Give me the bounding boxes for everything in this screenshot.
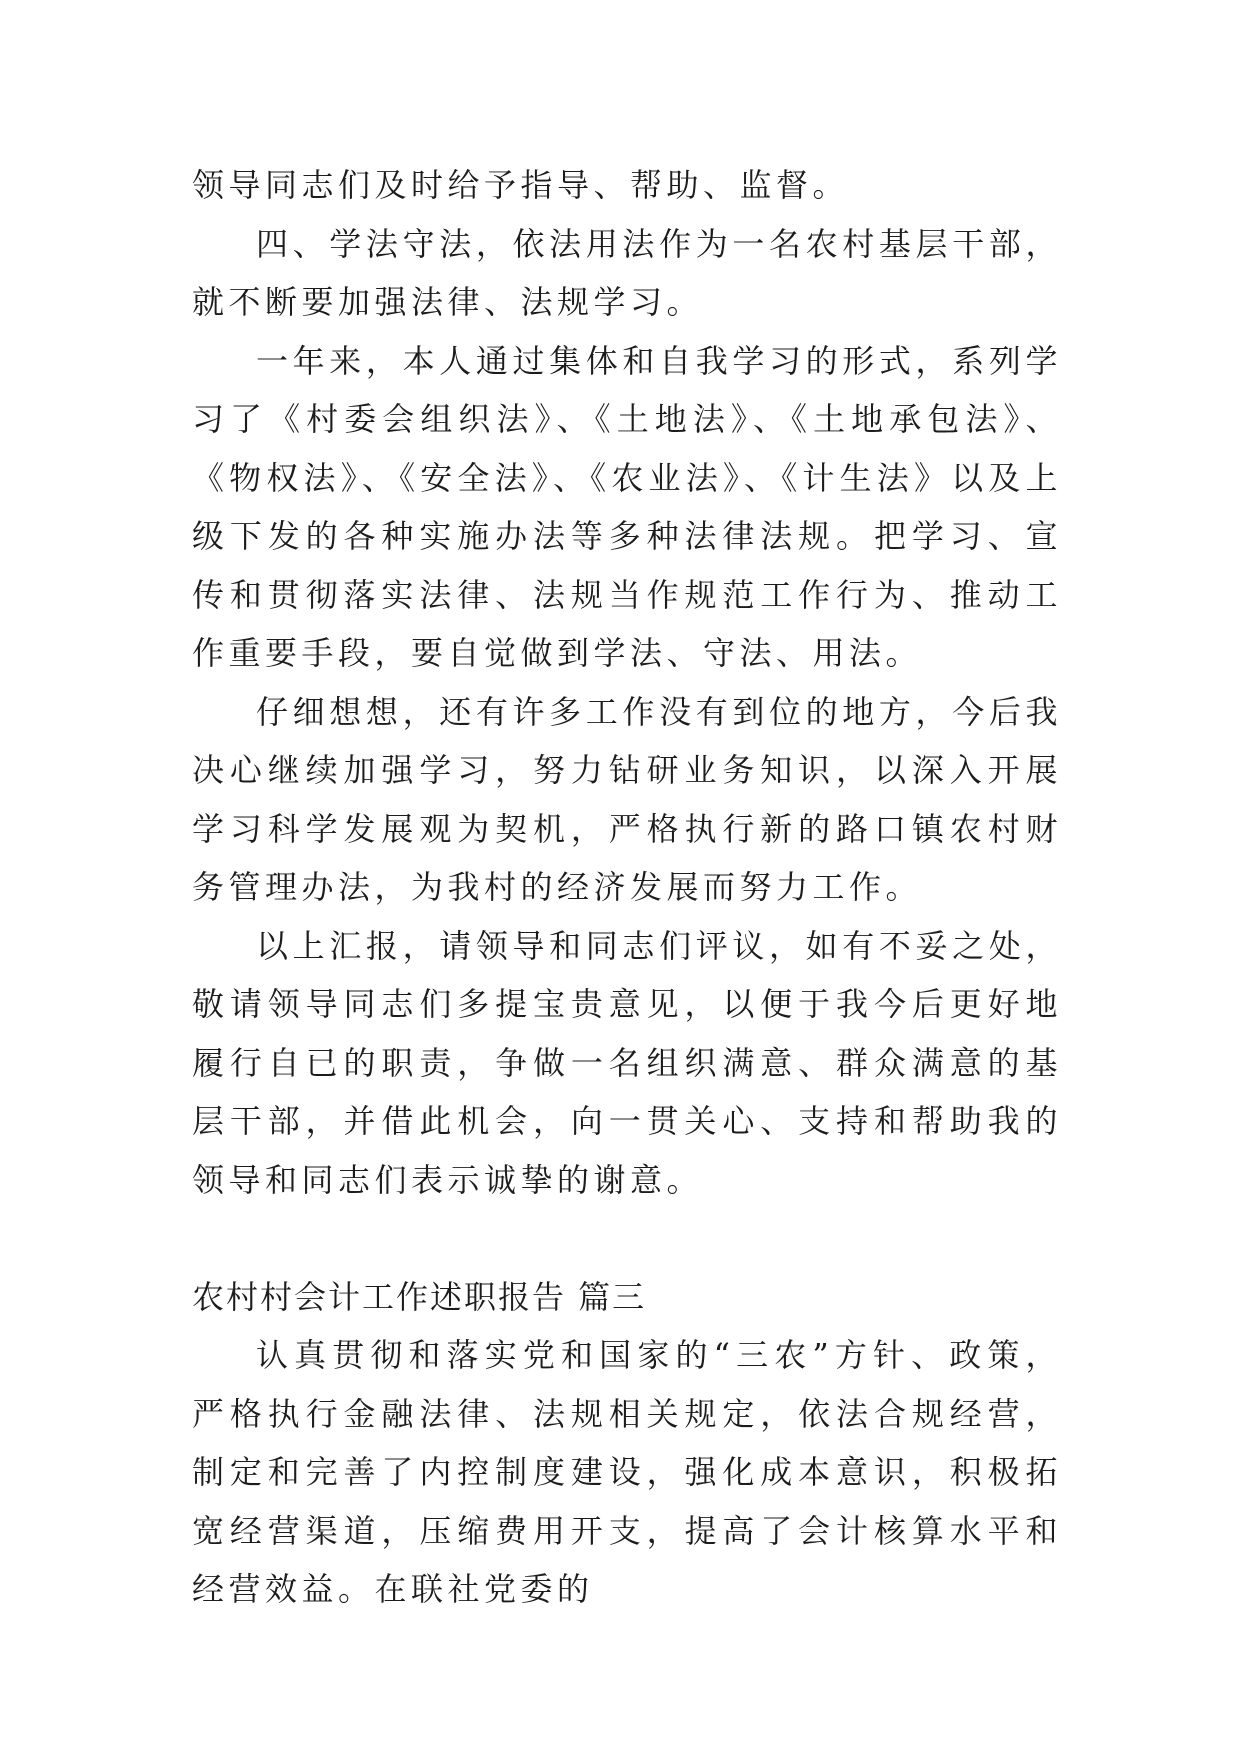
document-body [192,156,1062,1619]
blank-line [192,1209,1062,1268]
paragraph-4: 仔细想想，还有许多工作没有到位的地方，今后我决心继续加强学习，努力钻研业务知识，以深入开展学习科学发展观为契机，严格执行新的路口镇农村财务管理办法，为我村的经济发展而努力工作。 [192,692,1062,906]
paragraph-5: 以上汇报，请领导和同志们评议，如有不妥之处，敬请领导同志们多提宝贵意见，以便于我今后更好地履行自已的职责，争做一名组织满意、群众满意的基层干部，并借此机会，向一贯关心、支持和帮助我的领导和同志们表示诚挚的谢意。 [192,926,1062,1199]
paragraph-1: 领导同志们及时给予指导、帮助、监督。 [192,166,850,204]
paragraph-2: 四、学法守法，依法用法作为一名农村基层干部，就不断要加强法律、法规学习。 [192,224,1062,321]
paragraph-6: 认真贯彻和落实党和国家的“三农”方针、政策，严格执行金融法律、法规相关规定，依法合规经营，制定和完善了内控制度建设，强化成本意识，积极拓宽经营渠道，压缩费用开支，提高了会计核算水平和经营效益。在联社党委的 [192,1336,1062,1608]
section-title: 农村村会计工作述职报告 篇三 [192,1277,647,1316]
paragraph-3: 一年来，本人通过集体和自我学习的形式，系列学习了《村委会组织法》、《土地法》、《土地承包法》、《物权法》、《安全法》、《农业法》、《计生法》以及上级下发的各种实施办法等多种法律法规。把学习、宣传和贯彻落实法律、法规当作规范工作行为、推动工作重要手段，要自觉做到学法、守法、用法。 [192,341,1062,672]
